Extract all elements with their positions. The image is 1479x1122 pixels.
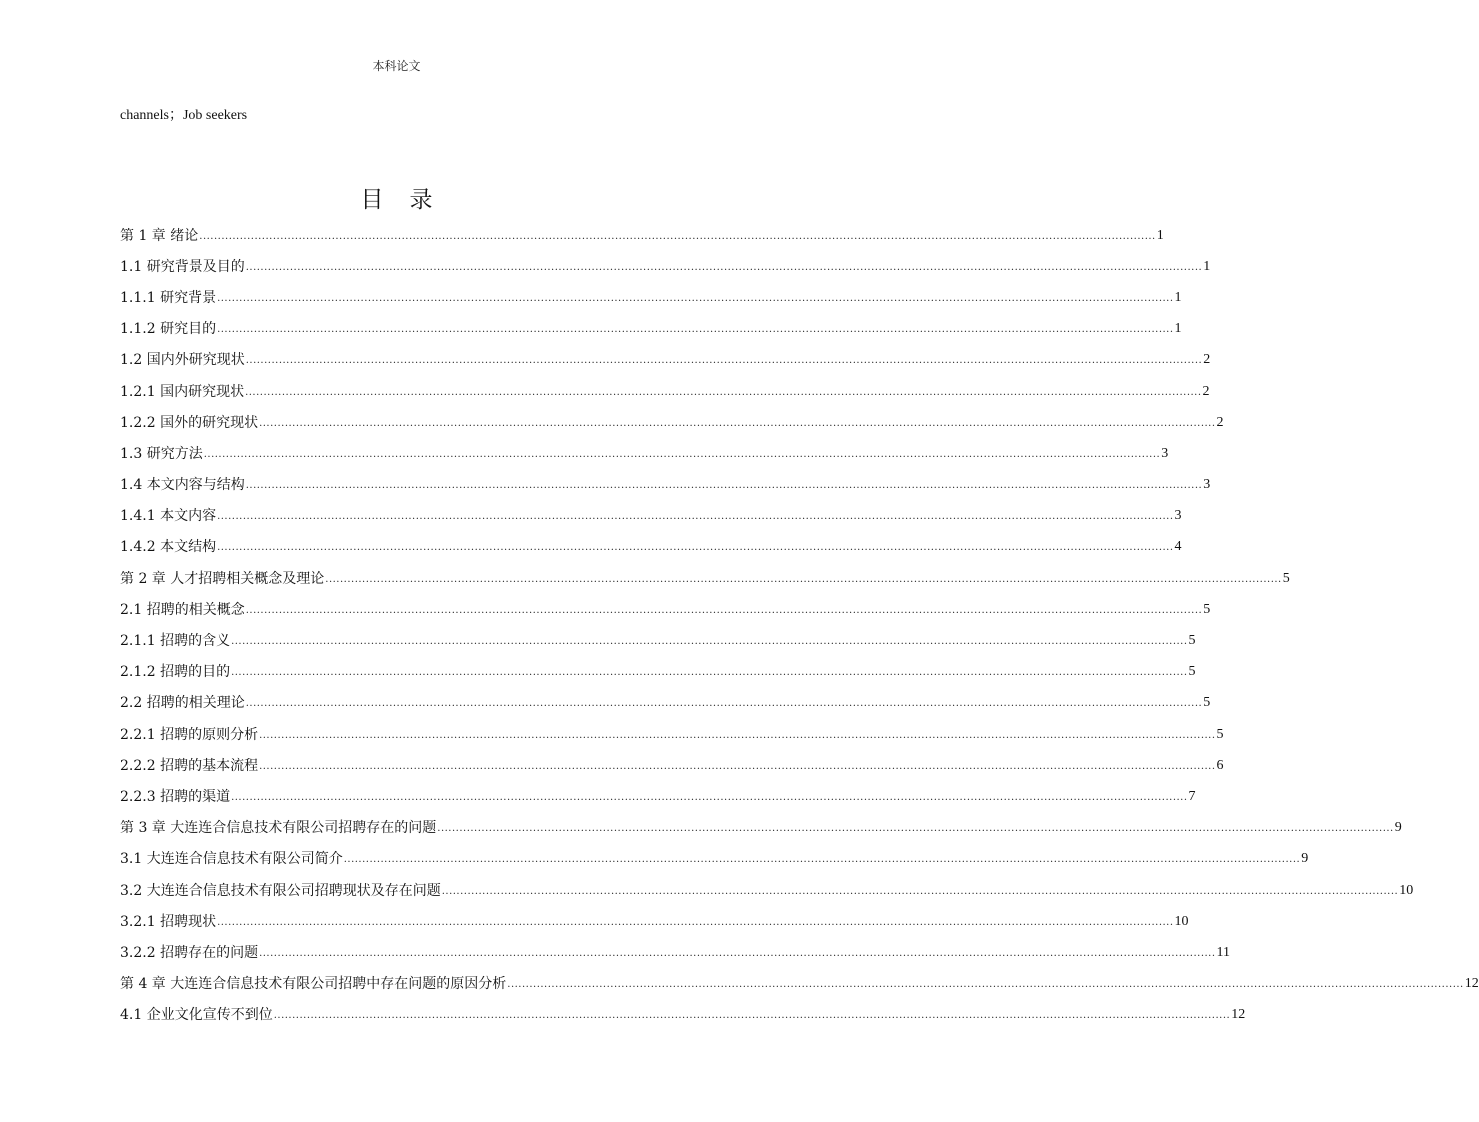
toc-leader-dots: .................................................................................................................................................................................................................................................................... [245, 698, 1203, 710]
toc-entry-label: 第 2 章 人才招聘相关概念及理论 [120, 570, 325, 587]
toc-entry-page-number: 12 [1231, 1007, 1246, 1023]
toc-entry[interactable] [120, 688, 1211, 719]
toc-entry[interactable] [120, 563, 1290, 594]
toc-title-right: 录 [409, 187, 433, 213]
toc-entry[interactable] [120, 407, 1224, 438]
header-rule [120, 78, 673, 79]
toc-entry[interactable] [120, 813, 1402, 844]
toc-leader-dots: .................................................................................................................................................................................................................................................................... [245, 386, 1202, 398]
toc-entry[interactable] [120, 532, 1182, 563]
running-header: 本科论文 [372, 59, 421, 73]
toc-entry-page-number: 5 [1203, 695, 1211, 711]
toc-leader-dots: .................................................................................................................................................................................................................................................................... [507, 979, 1464, 991]
toc-entry-page-number: 3 [1161, 445, 1169, 461]
toc-entry[interactable] [120, 875, 1414, 906]
toc-entry[interactable] [120, 1000, 1246, 1031]
table-of-contents [120, 220, 1479, 1031]
toc-leader-dots: .................................................................................................................................................................................................................................................................... [441, 885, 1399, 897]
toc-entry[interactable] [120, 969, 1479, 1000]
toc-leader-dots: .................................................................................................................................................................................................................................................................... [217, 916, 1174, 928]
toc-entry-page-number: 1 [1156, 227, 1164, 243]
toc-leader-dots: .................................................................................................................................................................................................................................................................... [245, 355, 1203, 367]
toc-entry-page-number: 6 [1216, 757, 1224, 773]
toc-entry-label: 2.2.3 招聘的渠道 [120, 788, 231, 805]
toc-leader-dots: .................................................................................................................................................................................................................................................................... [245, 480, 1203, 492]
toc-entry-label: 1.1.1 研究背景 [120, 289, 217, 306]
toc-entry[interactable] [120, 438, 1169, 469]
toc-entry-page-number: 1 [1203, 258, 1211, 274]
toc-leader-dots: .................................................................................................................................................................................................................................................................... [259, 417, 1216, 429]
toc-leader-dots: .................................................................................................................................................................................................................................................................... [259, 729, 1216, 741]
toc-entry-page-number: 1 [1174, 289, 1182, 305]
toc-entry-label: 第 1 章 绪论 [120, 227, 199, 244]
toc-entry[interactable] [120, 314, 1182, 345]
toc-entry-label: 2.2.2 招聘的基本流程 [120, 757, 259, 774]
toc-title-left: 目 [360, 187, 384, 213]
toc-entry-page-number: 10 [1399, 882, 1414, 898]
toc-leader-dots: .................................................................................................................................................................................................................................................................... [217, 511, 1174, 523]
toc-entry[interactable] [120, 501, 1182, 532]
keywords-line: channels；Job seekers [120, 108, 248, 123]
toc-entry-label: 1.1 研究背景及目的 [120, 258, 245, 275]
toc-leader-dots: .................................................................................................................................................................................................................................................................... [217, 542, 1174, 554]
toc-leader-dots: .................................................................................................................................................................................................................................................................... [199, 230, 1156, 242]
toc-entry[interactable] [120, 781, 1196, 812]
toc-entry[interactable] [120, 844, 1309, 875]
toc-entry[interactable] [120, 594, 1211, 625]
toc-entry-page-number: 9 [1394, 820, 1402, 836]
toc-entry-page-number: 7 [1188, 788, 1196, 804]
toc-leader-dots: .................................................................................................................................................................................................................................................................... [245, 604, 1203, 616]
toc-entry-page-number: 10 [1174, 913, 1189, 929]
toc-entry-page-number: 11 [1216, 944, 1231, 960]
toc-leader-dots: .................................................................................................................................................................................................................................................................... [231, 791, 1188, 803]
toc-leader-dots: .................................................................................................................................................................................................................................................................... [231, 667, 1188, 679]
toc-entry-page-number: 5 [1216, 726, 1224, 742]
toc-entry-page-number: 1 [1174, 321, 1182, 337]
toc-entry-label: 1.1.2 研究目的 [120, 321, 217, 338]
toc-leader-dots: .................................................................................................................................................................................................................................................................... [343, 854, 1301, 866]
toc-entry-label: 1.2.1 国内研究现状 [120, 383, 245, 400]
toc-entry-label: 第 4 章 大连连合信息技术有限公司招聘中存在问题的原因分析 [120, 976, 507, 993]
toc-entry-page-number: 5 [1203, 601, 1211, 617]
toc-entry-page-number: 2 [1202, 383, 1210, 399]
toc-entry-label: 3.2.1 招聘现状 [120, 913, 217, 930]
toc-entry[interactable] [120, 937, 1231, 968]
toc-leader-dots: .................................................................................................................................................................................................................................................................... [259, 760, 1216, 772]
toc-entry-page-number: 5 [1188, 664, 1196, 680]
toc-entry-label: 3.1 大连连合信息技术有限公司简介 [120, 851, 343, 868]
toc-entry-label: 1.4.1 本文内容 [120, 508, 217, 525]
toc-entry-page-number: 3 [1174, 508, 1182, 524]
toc-entry-label: 2.2.1 招聘的原则分析 [120, 726, 259, 743]
toc-entry[interactable] [120, 282, 1182, 313]
toc-entry-page-number: 12 [1464, 976, 1479, 992]
toc-entry[interactable] [120, 470, 1211, 501]
toc-entry-label: 2.1 招聘的相关概念 [120, 601, 245, 618]
toc-title [0, 181, 793, 214]
toc-entry[interactable] [120, 220, 1164, 251]
toc-entry-page-number: 2 [1216, 414, 1224, 430]
toc-entry-label: 3.2.2 招聘存在的问题 [120, 944, 259, 961]
toc-entry-label: 4.1 企业文化宣传不到位 [120, 1007, 273, 1024]
toc-entry[interactable] [120, 906, 1189, 937]
toc-entry[interactable] [120, 625, 1196, 656]
toc-entry-page-number: 9 [1301, 851, 1309, 867]
toc-leader-dots: .................................................................................................................................................................................................................................................................... [259, 947, 1216, 959]
toc-entry-label: 1.4.2 本文结构 [120, 539, 217, 556]
toc-entry-label: 1.4 本文内容与结构 [120, 477, 245, 494]
toc-entry-page-number: 5 [1282, 570, 1290, 586]
toc-leader-dots: .................................................................................................................................................................................................................................................................... [245, 261, 1203, 273]
toc-entry-page-number: 4 [1174, 539, 1182, 555]
toc-entry-label: 1.2 国内外研究现状 [120, 352, 245, 369]
toc-leader-dots: .................................................................................................................................................................................................................................................................... [231, 636, 1188, 648]
toc-entry[interactable] [120, 376, 1210, 407]
toc-leader-dots: .................................................................................................................................................................................................................................................................... [203, 448, 1161, 460]
toc-leader-dots: .................................................................................................................................................................................................................................................................... [217, 292, 1174, 304]
toc-entry-label: 3.2 大连连合信息技术有限公司招聘现状及存在问题 [120, 882, 441, 899]
toc-leader-dots: .................................................................................................................................................................................................................................................................... [437, 823, 1394, 835]
toc-entry-label: 1.3 研究方法 [120, 445, 203, 462]
toc-leader-dots: .................................................................................................................................................................................................................................................................... [273, 1010, 1231, 1022]
toc-entry[interactable] [120, 657, 1196, 688]
toc-entry-page-number: 5 [1188, 633, 1196, 649]
toc-entry[interactable] [120, 750, 1224, 781]
toc-entry[interactable] [120, 251, 1211, 282]
toc-entry-label: 2.2 招聘的相关理论 [120, 695, 245, 712]
toc-entry-label: 2.1.2 招聘的目的 [120, 664, 231, 681]
toc-leader-dots: .................................................................................................................................................................................................................................................................... [325, 573, 1282, 585]
toc-entry-page-number: 3 [1203, 477, 1211, 493]
toc-entry-label: 2.1.1 招聘的含义 [120, 633, 231, 650]
toc-entry[interactable] [120, 719, 1224, 750]
toc-entry-label: 1.2.2 国外的研究现状 [120, 414, 259, 431]
toc-entry[interactable] [120, 345, 1211, 376]
toc-entry-label: 第 3 章 大连连合信息技术有限公司招聘存在的问题 [120, 820, 437, 837]
toc-leader-dots: .................................................................................................................................................................................................................................................................... [217, 324, 1174, 336]
toc-entry-page-number: 2 [1203, 352, 1211, 368]
